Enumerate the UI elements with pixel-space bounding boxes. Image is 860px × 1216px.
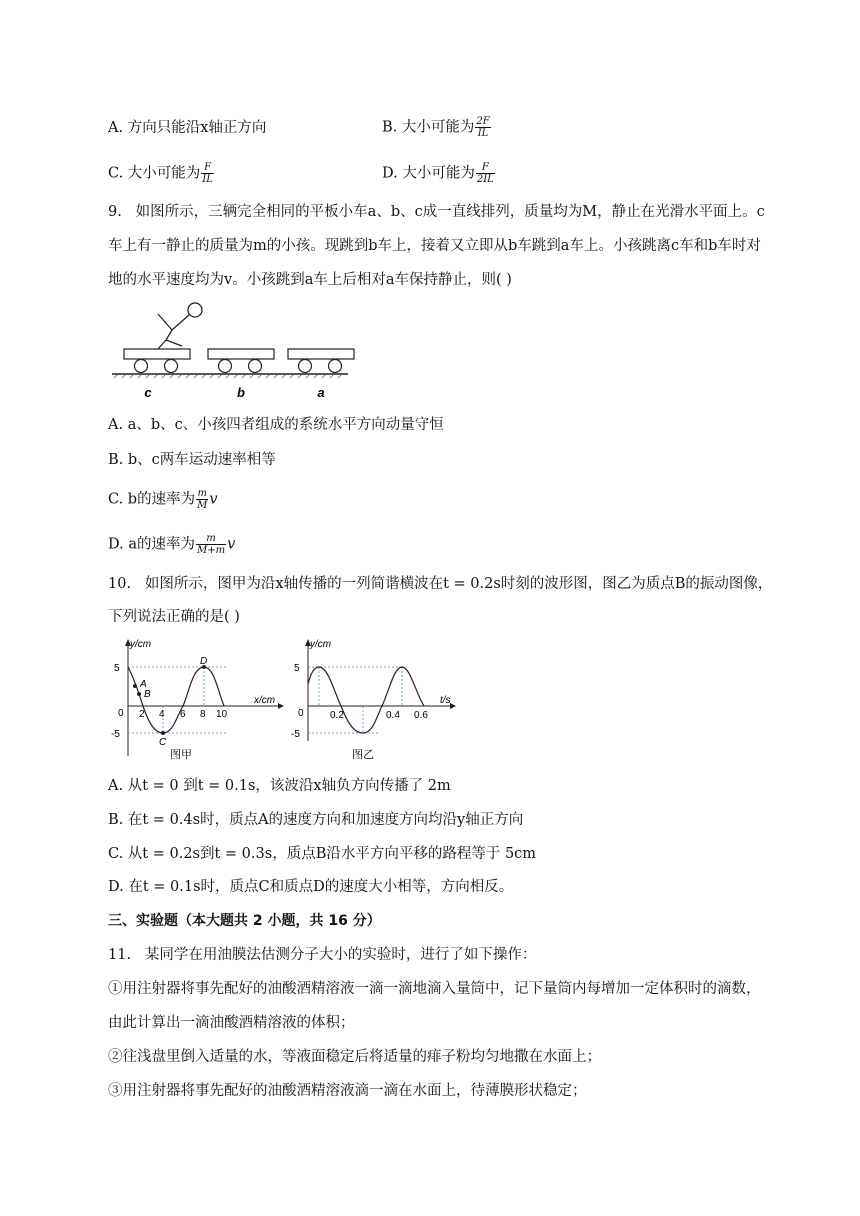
svg-text:-5: -5 [291, 729, 300, 740]
q10-line-1: 10. 如图所示，图甲为沿x轴传播的一列简谐横波在t = 0.2s时刻的波形图，图乙为质点B的振动图像， [108, 576, 773, 592]
cart-b [208, 349, 274, 359]
q9-cart-figure [108, 296, 368, 406]
svg-text:2: 2 [139, 709, 145, 720]
q11-step-3: ③用注射器将事先配好的油酸酒精溶液滴一滴在水面上，待薄膜形状稳定； [108, 1083, 587, 1099]
q10-figure-a [108, 636, 288, 766]
q9-line-1: 9. 如图所示，三辆完全相同的平板小车a、b、c成一直线排列，质量均为M，静止在光滑水平面上。c [108, 204, 765, 220]
q10-option-c: C. 从t = 0.2s到t = 0.3s，质点B沿水平方向平移的路程等于 5cm [108, 846, 537, 862]
cart-label-b: b [237, 385, 245, 400]
q8-option-d: D. 大小可能为 $\frac{F}{2IL}$ [382, 162, 494, 185]
svg-text:6: 6 [180, 709, 186, 720]
cart-c [124, 349, 190, 359]
fraction: $\frac{F}{2IL}$ [476, 162, 494, 185]
q8-option-b: B. 大小可能为 $\frac{2F}{IL}$ [382, 116, 490, 139]
q11-step-1a: ①用注射器将事先配好的油酸酒精溶液一滴一滴地滴入量筒中，记下量筒内每增加一定体积时的滴数， [108, 981, 761, 997]
q11-step-2: ②往浅盘里倒入适量的水，等液面稳定后将适量的痱子粉均匀地撒在水面上； [108, 1049, 601, 1065]
svg-text:-5: -5 [111, 729, 120, 740]
svg-text:y/cm: y/cm [310, 639, 332, 650]
q10-option-d: D. 在t = 0.1s时，质点C和质点D的速度大小相等，方向相反。 [108, 879, 514, 895]
vibration-curve [308, 667, 424, 733]
section-heading: 三、实验题（本大题共 2 小题，共 16 分） [108, 913, 381, 929]
child-figure [158, 303, 202, 349]
svg-text:0.6: 0.6 [414, 710, 428, 721]
q9-line-3: 地的水平速度均为v。小孩跳到a车上后相对a车保持静止，则( ) [108, 272, 512, 288]
svg-text:y/cm: y/cm [130, 639, 152, 650]
fraction: $\frac{m}{M}$ [197, 488, 208, 511]
svg-text:8: 8 [200, 709, 206, 720]
wave-curve [128, 667, 224, 733]
q8-option-c: C. 大小可能为 $\frac{F}{IL}$ [108, 162, 213, 185]
svg-text:0.4: 0.4 [386, 710, 400, 721]
svg-text:C: C [159, 737, 167, 748]
q11-intro: 11. 某同学在用油膜法估测分子大小的实验时，进行了如下操作： [108, 947, 537, 963]
svg-text:0: 0 [298, 708, 304, 719]
svg-text:A: A [140, 679, 147, 690]
svg-text:图甲: 图甲 [170, 749, 192, 761]
q9-option-b: B. b、c两车运动速率相等 [108, 452, 276, 468]
fraction: $\frac{F}{IL}$ [202, 162, 213, 185]
q8-option-a: A. 方向只能沿x轴正方向 [108, 120, 267, 136]
svg-text:x/cm: x/cm [254, 695, 276, 706]
cart-label-a: a [317, 385, 325, 400]
svg-text:图乙: 图乙 [352, 749, 374, 761]
q10-figure-b [290, 636, 470, 766]
q9-option-d: D. a的速率为 $\frac{m}{M+m}$ v [108, 533, 236, 556]
cart-a [288, 349, 354, 359]
svg-text:t/s: t/s [440, 695, 451, 706]
svg-text:B: B [144, 689, 151, 700]
q10-option-b: B. 在t = 0.4s时，质点A的速度方向和加速度方向均沿y轴正方向 [108, 812, 524, 828]
q9-option-c: C. b的速率为 $\frac{m}{M}$ v [108, 488, 218, 511]
q11-step-1b: 由此计算出一滴油酸酒精溶液的体积； [108, 1015, 355, 1031]
svg-text:10: 10 [216, 709, 228, 720]
fraction: $\frac{m}{M+m}$ [196, 533, 226, 556]
svg-text:D: D [200, 656, 208, 667]
q9-line-2: 车上有一静止的质量为m的小孩。现跳到b车上，接着又立即从b车跳到a车上。小孩跳离c车和b车时对 [108, 238, 761, 254]
svg-text:0: 0 [118, 708, 124, 719]
svg-text:0.2: 0.2 [330, 710, 344, 721]
q10-line-2: 下列说法正确的是( ) [108, 609, 240, 625]
svg-text:5: 5 [294, 663, 300, 674]
svg-text:4: 4 [159, 709, 165, 720]
cart-label-c: c [144, 385, 152, 400]
q9-option-a: A. a、b、c、小孩四者组成的系统水平方向动量守恒 [108, 417, 444, 433]
svg-text:5: 5 [114, 663, 120, 674]
q10-option-a: A. 从t = 0 到t = 0.1s，该波沿x轴负方向传播了 2m [108, 778, 451, 794]
fraction: $\frac{2F}{IL}$ [476, 116, 490, 139]
